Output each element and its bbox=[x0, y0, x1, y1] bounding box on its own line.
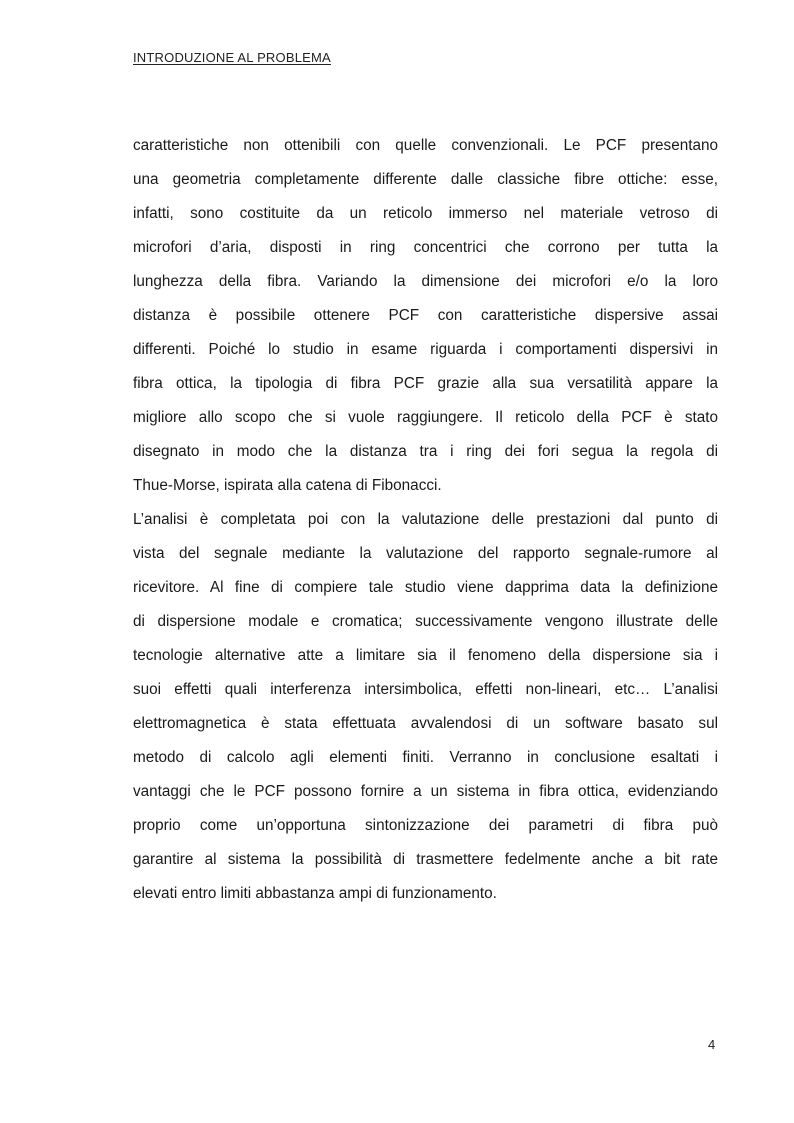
page-number: 4 bbox=[708, 1037, 716, 1052]
text-line: infatti, sono costituite da un reticolo immerso nel materiale vetroso di bbox=[133, 205, 718, 222]
text-line: di dispersione modale e cromatica; successivamente vengono illustrate delle bbox=[133, 613, 718, 630]
text-line: disegnato in modo che la distanza tra i ring dei fori segua la regola di bbox=[133, 443, 718, 460]
text-line: metodo di calcolo agli elementi finiti. Verranno in conclusione esaltati i bbox=[133, 749, 718, 766]
text-line: una geometria completamente differente dalle classiche fibre ottiche: esse, bbox=[133, 171, 718, 188]
text-line: elettromagnetica è stata effettuata avvalendosi di un software basato sul bbox=[133, 715, 718, 732]
paragraph-1 bbox=[133, 129, 718, 503]
text-line: differenti. Poiché lo studio in esame riguarda i comportamenti dispersivi in bbox=[133, 341, 718, 358]
text-line: migliore allo scopo che si vuole raggiungere. Il reticolo della PCF è stato bbox=[133, 409, 718, 426]
text-line: L’analisi è completata poi con la valutazione delle prestazioni dal punto di bbox=[133, 511, 718, 528]
running-header: INTRODUZIONE AL PROBLEMA bbox=[133, 50, 331, 65]
text-line: distanza è possibile ottenere PCF con caratteristiche dispersive assai bbox=[133, 307, 718, 324]
paragraph-2 bbox=[133, 503, 718, 911]
text-line: tecnologie alternative atte a limitare sia il fenomeno della dispersione sia i bbox=[133, 647, 718, 664]
text-line: elevati entro limiti abbastanza ampi di funzionamento. bbox=[133, 885, 497, 902]
text-line: vantaggi che le PCF possono fornire a un sistema in fibra ottica, evidenziando bbox=[133, 783, 718, 800]
text-line: caratteristiche non ottenibili con quelle convenzionali. Le PCF presentano bbox=[133, 137, 718, 154]
text-line: Thue-Morse, ispirata alla catena di Fibonacci. bbox=[133, 477, 442, 494]
text-line: fibra ottica, la tipologia di fibra PCF grazie alla sua versatilità appare la bbox=[133, 375, 718, 392]
text-line: proprio come un’opportuna sintonizzazione dei parametri di fibra può bbox=[133, 817, 718, 834]
text-line: garantire al sistema la possibilità di trasmettere fedelmente anche a bit rate bbox=[133, 851, 718, 868]
text-line: suoi effetti quali interferenza intersimbolica, effetti non-lineari, etc… L’analisi bbox=[133, 681, 718, 698]
text-line: microfori d’aria, disposti in ring concentrici che corrono per tutta la bbox=[133, 239, 718, 256]
text-line: lunghezza della fibra. Variando la dimensione dei microfori e/o la loro bbox=[133, 273, 718, 290]
text-line: vista del segnale mediante la valutazione del rapporto segnale-rumore al bbox=[133, 545, 718, 562]
text-line: ricevitore. Al fine di compiere tale studio viene dapprima data la definizione bbox=[133, 579, 718, 596]
body-text bbox=[133, 129, 718, 911]
